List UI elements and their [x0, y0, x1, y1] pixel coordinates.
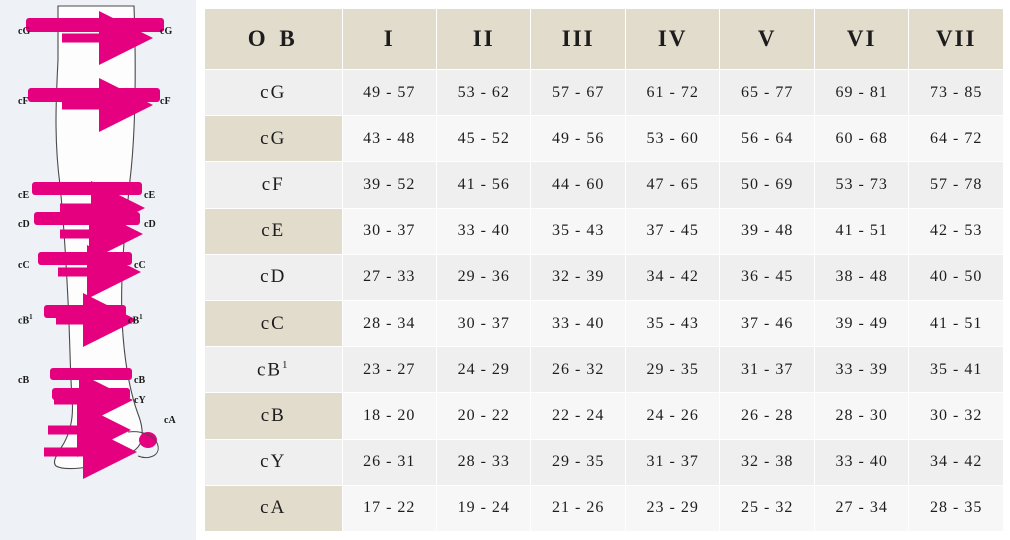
header-row	[205, 9, 1004, 70]
table-cell: 26 - 28	[720, 393, 814, 439]
table-cell: 56 - 64	[720, 116, 814, 162]
table-cell: 33 - 40	[436, 208, 530, 254]
table-cell: 23 - 29	[625, 485, 719, 531]
table-row	[205, 439, 1004, 485]
diagram-label-right-cb: cB	[134, 375, 146, 386]
table-cell: 57 - 67	[531, 70, 625, 116]
table-cell: 41 - 51	[814, 208, 908, 254]
diagram-label-right-cc: cC	[134, 260, 146, 271]
table-row	[205, 162, 1004, 208]
table-row	[205, 208, 1004, 254]
table-cell: 44 - 60	[531, 162, 625, 208]
table-cell: 53 - 73	[814, 162, 908, 208]
table-cell: 30 - 37	[436, 300, 530, 346]
table-cell: 64 - 72	[909, 116, 1004, 162]
table-cell: 28 - 33	[436, 439, 530, 485]
table-row	[205, 300, 1004, 346]
diagram-label-left-cg1: cG	[18, 26, 31, 37]
table-cell: 31 - 37	[625, 439, 719, 485]
table-cell: 26 - 31	[342, 439, 436, 485]
table-cell: 73 - 85	[909, 70, 1004, 116]
diagram-label-left-cb: cB	[18, 375, 30, 386]
table-cell: 50 - 69	[720, 162, 814, 208]
table-row	[205, 116, 1004, 162]
table-cell: 49 - 56	[531, 116, 625, 162]
table-cell: 47 - 65	[625, 162, 719, 208]
table-cell: 35 - 43	[531, 208, 625, 254]
diagram-label-left-cc: cC	[18, 260, 30, 271]
table-cell: 25 - 32	[720, 485, 814, 531]
table-cell: 28 - 35	[909, 485, 1004, 531]
table-cell: 27 - 34	[814, 485, 908, 531]
table-cell: 19 - 24	[436, 485, 530, 531]
diagram-label-right-ce: cE	[144, 190, 156, 201]
row-header-ca: cA	[205, 485, 343, 531]
table-cell: 24 - 29	[436, 347, 530, 393]
column-header-ob: O B	[205, 9, 343, 70]
table-row	[205, 70, 1004, 116]
table-cell: 39 - 48	[720, 208, 814, 254]
row-header-cd: cD	[205, 254, 343, 300]
table-cell: 36 - 45	[720, 254, 814, 300]
column-header-vii: VII	[909, 9, 1004, 70]
table-cell: 17 - 22	[342, 485, 436, 531]
column-header-v: V	[720, 9, 814, 70]
table-cell: 20 - 22	[436, 393, 530, 439]
table-cell: 38 - 48	[814, 254, 908, 300]
table-cell: 22 - 24	[531, 393, 625, 439]
diagram-label-left-cd: cD	[18, 219, 30, 230]
table-cell: 26 - 32	[531, 347, 625, 393]
table-cell: 35 - 41	[909, 347, 1004, 393]
table-cell: 28 - 30	[814, 393, 908, 439]
table-cell: 33 - 39	[814, 347, 908, 393]
column-header-i: I	[342, 9, 436, 70]
diagram-label-left-cf: cF	[18, 96, 29, 107]
table-cell: 18 - 20	[342, 393, 436, 439]
diagram-label-right-cg1: cG	[160, 26, 173, 37]
diagram-label-right-cf: cF	[160, 96, 171, 107]
table-cell: 34 - 42	[909, 439, 1004, 485]
table-cell: 43 - 48	[342, 116, 436, 162]
row-header-cg: cG	[205, 70, 343, 116]
diagram-label-right-cb1: $cB^1$	[128, 313, 143, 327]
leg-diagram-panel	[0, 0, 196, 540]
table-cell: 57 - 78	[909, 162, 1004, 208]
table-cell: 61 - 72	[625, 70, 719, 116]
table-cell: 29 - 35	[625, 347, 719, 393]
table-cell: 33 - 40	[531, 300, 625, 346]
table-cell: 37 - 46	[720, 300, 814, 346]
table-cell: 30 - 32	[909, 393, 1004, 439]
table-cell: 24 - 26	[625, 393, 719, 439]
table-row	[205, 485, 1004, 531]
table-cell: 53 - 60	[625, 116, 719, 162]
table-cell: 39 - 52	[342, 162, 436, 208]
table-cell: 34 - 42	[625, 254, 719, 300]
table-cell: 29 - 35	[531, 439, 625, 485]
table-cell: 35 - 43	[625, 300, 719, 346]
table-cell: 41 - 51	[909, 300, 1004, 346]
row-header-ce: cE	[205, 208, 343, 254]
diagram-label-right-ca: cA	[164, 415, 176, 426]
table-cell: 37 - 45	[625, 208, 719, 254]
column-header-ii: II	[436, 9, 530, 70]
table-row	[205, 254, 1004, 300]
table-cell: 27 - 33	[342, 254, 436, 300]
table-cell: 28 - 34	[342, 300, 436, 346]
table-cell: 65 - 77	[720, 70, 814, 116]
row-header-cb1: $cB^1$	[205, 347, 343, 393]
size-table-body	[205, 70, 1004, 532]
table-row	[205, 393, 1004, 439]
table-cell: 53 - 62	[436, 70, 530, 116]
table-cell: 42 - 53	[909, 208, 1004, 254]
row-header-cf: cF	[205, 162, 343, 208]
table-cell: 29 - 36	[436, 254, 530, 300]
size-table-header	[205, 9, 1004, 70]
row-header-cy: cY	[205, 439, 343, 485]
column-header-iv: IV	[625, 9, 719, 70]
table-cell: 40 - 50	[909, 254, 1004, 300]
table-cell: 49 - 57	[342, 70, 436, 116]
table-cell: 32 - 38	[720, 439, 814, 485]
diagram-label-right-cy: cY	[134, 395, 146, 406]
table-cell: 30 - 37	[342, 208, 436, 254]
table-cell: 69 - 81	[814, 70, 908, 116]
table-cell: 39 - 49	[814, 300, 908, 346]
row-header-cg: cG	[205, 116, 343, 162]
row-header-cc: cC	[205, 300, 343, 346]
diagram-label-left-cb1: $cB^1$	[18, 313, 33, 327]
table-cell: 45 - 52	[436, 116, 530, 162]
table-cell: 41 - 56	[436, 162, 530, 208]
diagram-label-left-ce: cE	[18, 190, 30, 201]
table-cell: 60 - 68	[814, 116, 908, 162]
table-cell: 33 - 40	[814, 439, 908, 485]
table-cell: 31 - 37	[720, 347, 814, 393]
column-header-iii: III	[531, 9, 625, 70]
column-header-vi: VI	[814, 9, 908, 70]
size-table	[204, 8, 1004, 532]
size-table-panel	[196, 0, 1010, 540]
row-header-cb: cB	[205, 393, 343, 439]
table-cell: 32 - 39	[531, 254, 625, 300]
table-row	[205, 347, 1004, 393]
table-cell: 23 - 27	[342, 347, 436, 393]
diagram-label-right-cd: cD	[144, 219, 156, 230]
table-cell: 21 - 26	[531, 485, 625, 531]
